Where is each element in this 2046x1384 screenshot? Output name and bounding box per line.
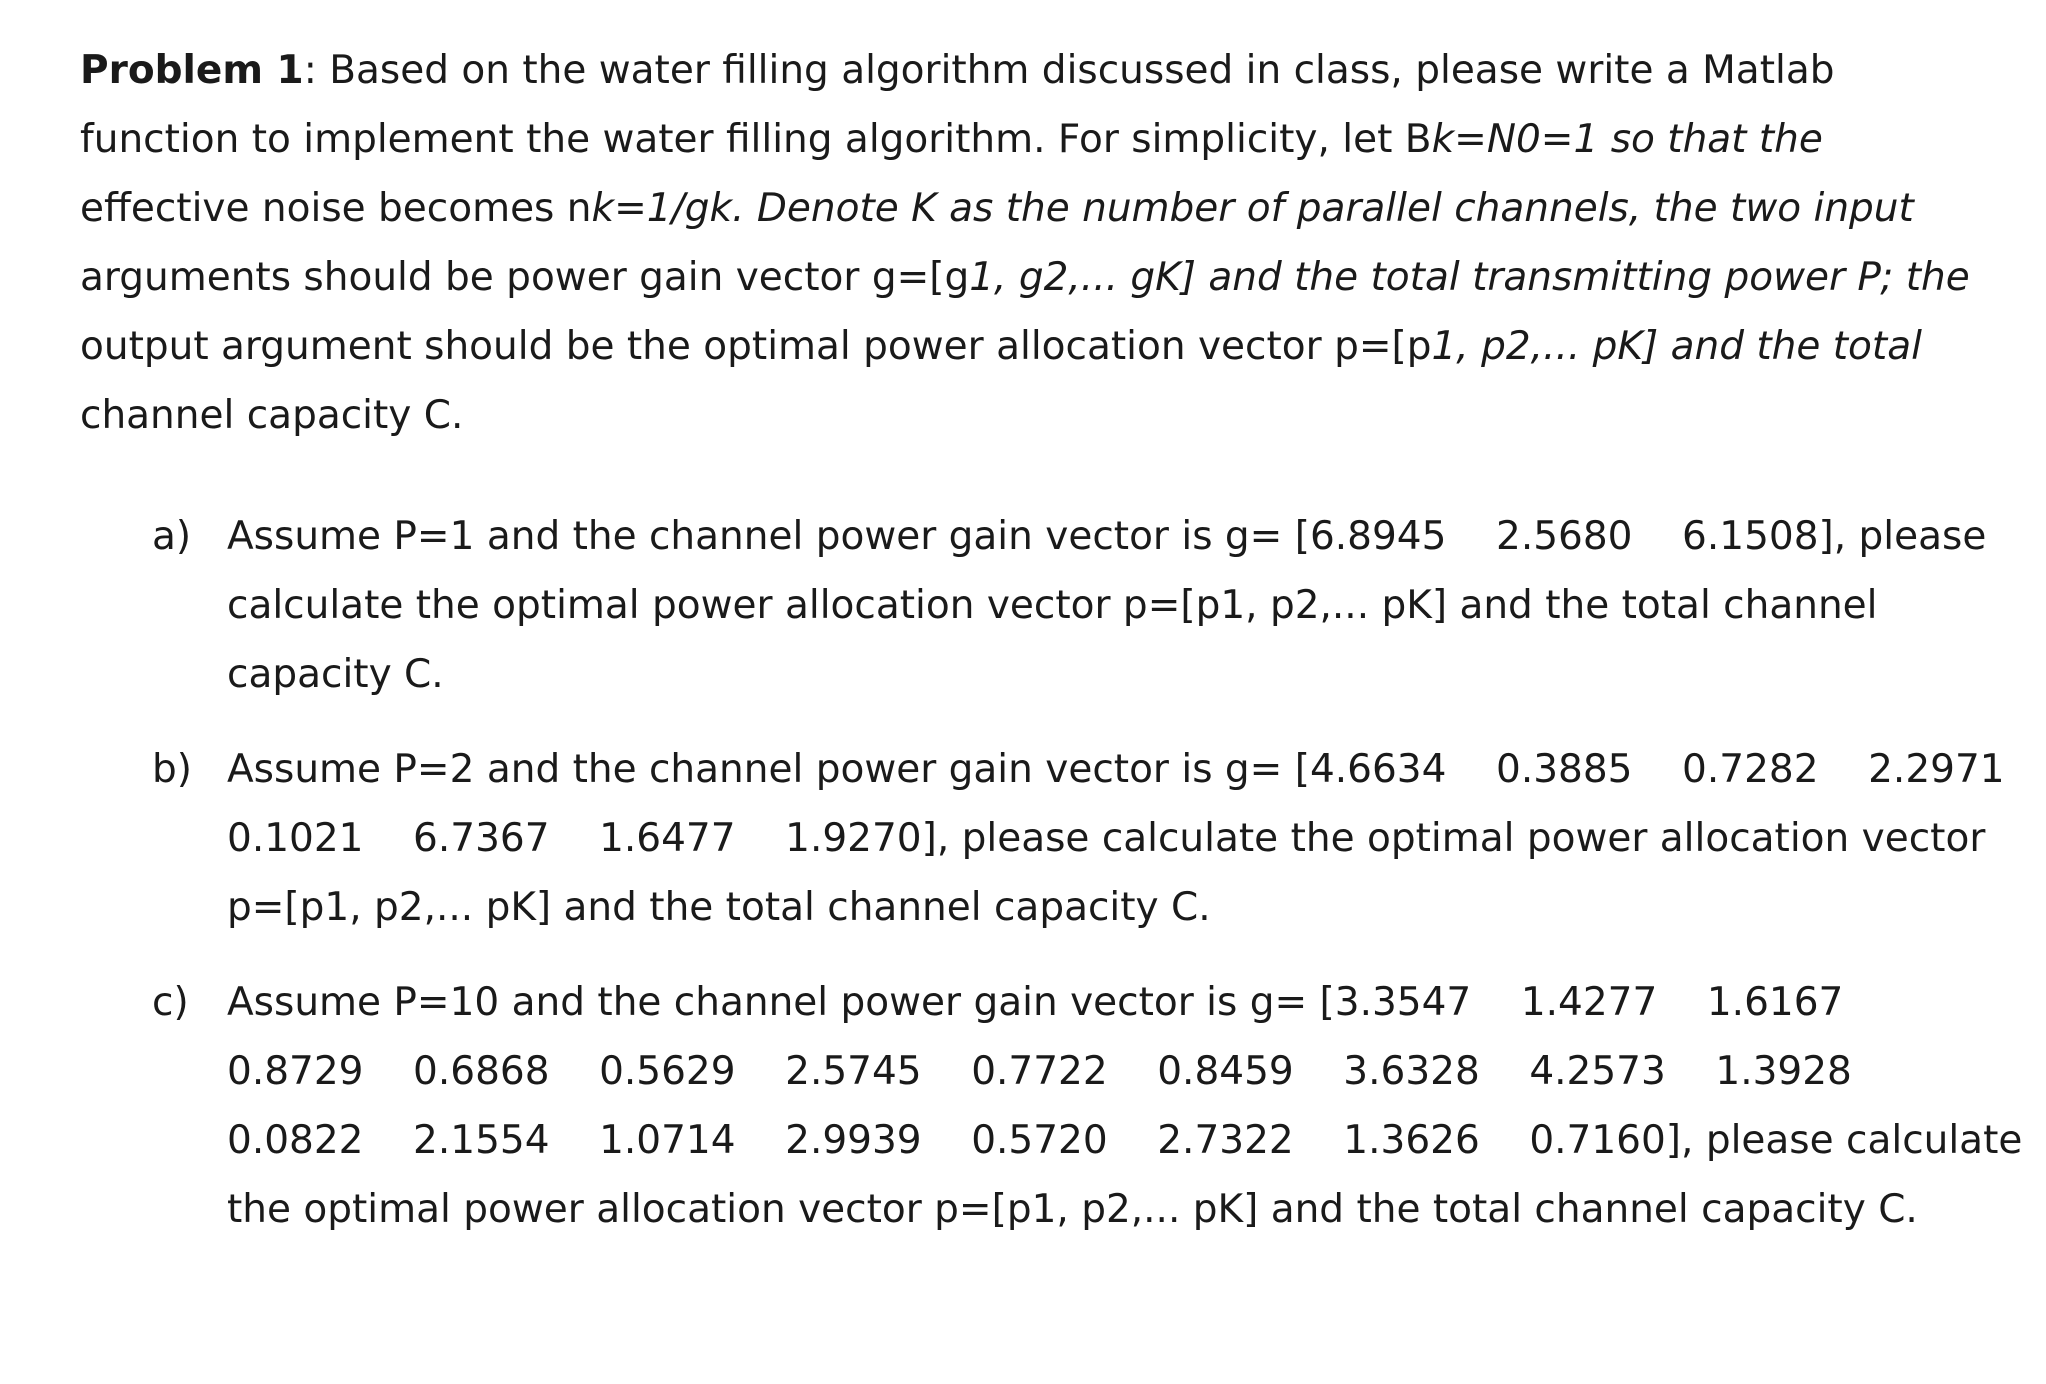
noise-definition: k=1/gk. Denote K as the number of parallel channels, the two input (591, 186, 1914, 231)
sub-questions (80, 502, 2023, 1244)
question-line: Assume P=10 and the channel power gain vector is g= [3.3547 1.4277 1.6167 (227, 980, 1844, 1025)
problem-statement (80, 36, 2020, 450)
list-marker: b) (152, 747, 192, 792)
problem-line-4-text: arguments should be power gain vector g=[g (80, 255, 970, 300)
question-line: 0.1021 6.7367 1.6477 1.9270], please calculate the optimal power allocation vector (227, 816, 1986, 861)
assumption-text: k=N0=1 so that the (1431, 117, 1823, 162)
question-line: Assume P=1 and the channel power gain vector is g= [6.8945 2.5680 6.1508], please (227, 514, 1987, 559)
problem-line-2 (80, 105, 2020, 174)
problem-line-1-text: : Based on the water filling algorithm discussed in class, please write a Matlab (303, 48, 1835, 93)
question-line: calculate the optimal power allocation vector p=[p1, p2,... pK] and the total channel (227, 583, 1878, 628)
problem-line-4 (80, 243, 2020, 312)
sub-question-a (80, 502, 2020, 709)
problem-line-1 (80, 36, 2020, 105)
question-line: 0.8729 0.6868 0.5629 2.5745 0.7722 0.8459 3.6328 4.2573 1.3928 (227, 1049, 1852, 1094)
sub-question-c (80, 968, 2023, 1244)
problem-line-5 (80, 312, 2020, 381)
list-marker: a) (152, 514, 192, 559)
problem-line-2-text: function to implement the water filling algorithm. For simplicity, let B (80, 117, 1432, 162)
question-line: 0.0822 2.1554 1.0714 2.9939 0.5720 2.7322 1.3626 0.7160], please calculate (227, 1118, 2023, 1163)
problem-line-3 (80, 174, 2020, 243)
list-marker: c) (152, 980, 189, 1025)
allocation-vector-text: 1, p2,... pK] and the total (1431, 324, 1922, 369)
problem-line-3-text: effective noise becomes n (80, 186, 592, 231)
sub-question-b (80, 735, 2020, 942)
question-line: p=[p1, p2,... pK] and the total channel capacity C. (227, 885, 1211, 930)
question-line: the optimal power allocation vector p=[p1, p2,... pK] and the total channel capacity C. (227, 1187, 1918, 1232)
problem-line-5-text: output argument should be the optimal power allocation vector p=[p (80, 324, 1432, 369)
question-line: Assume P=2 and the channel power gain vector is g= [4.6634 0.3885 0.7282 2.2971 (227, 747, 2005, 792)
problem-heading: Problem 1 (80, 48, 304, 93)
question-line: capacity C. (227, 652, 444, 697)
gain-vector-text: 1, g2,... gK] and the total transmitting power P; the (969, 255, 1970, 300)
problem-line-6: channel capacity C. (80, 393, 464, 438)
document-page (80, 36, 2023, 1270)
